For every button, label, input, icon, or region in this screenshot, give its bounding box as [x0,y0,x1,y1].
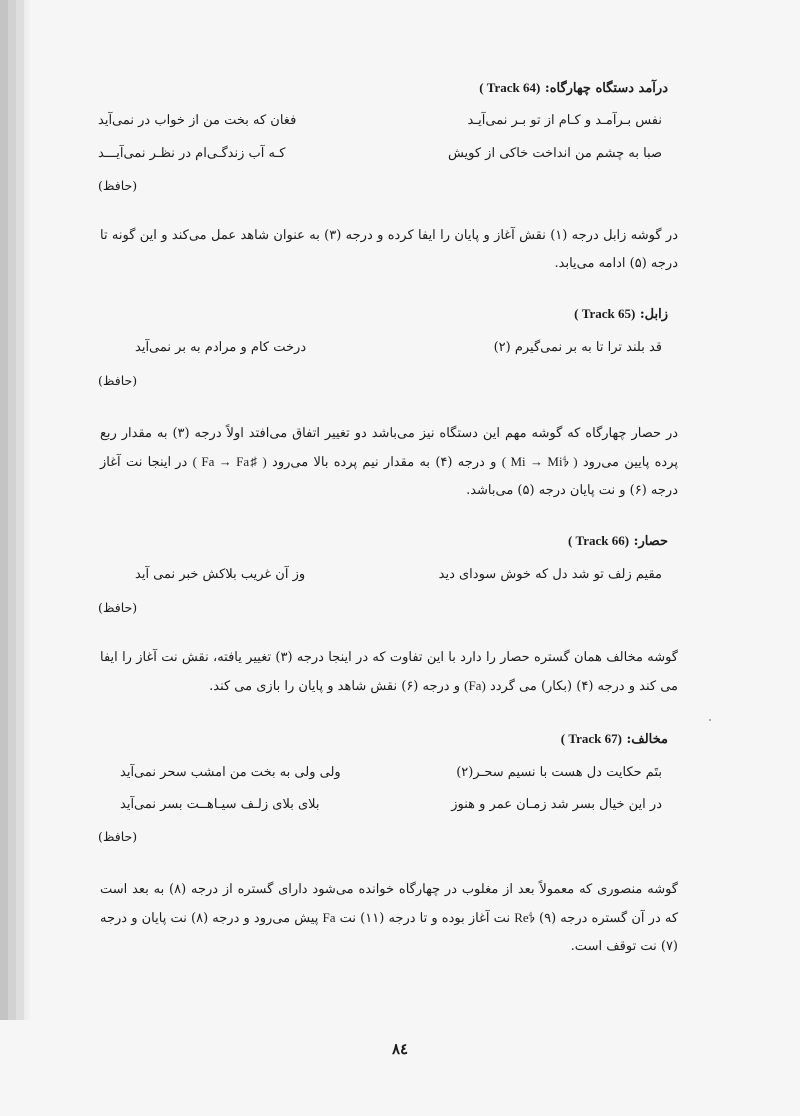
note-name: (Fa) [464,678,486,693]
verse-hemistich: در این خیال بسر شد زمـان عمر و هنوز [451,797,662,812]
track-label: ( Track 65) [574,306,636,321]
verse-hemistich: کـه آب زندگـی‌ام در نظـر نمی‌آیـــد [98,146,286,161]
verse-hemistich: قد بلند ترا تا به بر نمی‌گیرم (۲) [493,340,662,355]
verse-hemistich: ولی ولی به بخت من امشب سحر نمی‌آید [120,765,341,780]
verse-hemistich: صبا به چشم من انداخت خاکی از کویش [447,146,662,161]
scan-speck [709,719,711,721]
section-heading-zabol [574,306,668,322]
paragraph: گوشه منصوری که معمولاً بعد از مغلوب در چهارگاه خوانده می‌شود دارای گستره از درجه (۸) به بعد است که در آن گستره درجه (۹) Re𝄳 نت آغاز بوده و تا درجه (۱۱) نت Fa پیش می‌رود و درجه (۸) نت پایان و درجه (۷) نت توقف است. [100,882,679,954]
track-label: ( Track 64) [479,80,541,95]
verse-hemistich: فغان که بخت من از خواب در نمی‌آید [98,113,297,128]
verse-hemistich: مقیم زلف تو شد دل که خوش سودای دید [438,567,662,582]
note-change: ( Mi → Mi𝄳 ) [501,454,578,469]
note-name: Re𝄳 [514,910,535,925]
paragraph: گوشه مخالف همان گستره حصار را دارد با این تفاوت که در اینجا درجه (۳) تغییر یافته، نقش نت آغاز را ایفا می کند و درجه (۴) (بکار) می گردد (Fa) و درجه (۶) نقش شاهد و پایان را بازی می کند. [100,650,678,694]
heading-text: درآمد دستگاه چهارگاه: [544,81,668,96]
attribution: (حافظ) [98,373,138,388]
section-heading-mokhalef [561,731,668,747]
verse-hemistich: وز آن غریب بلاکش خبر نمی آید [135,567,306,582]
section-heading-daramad [479,80,668,96]
note-change: ( Fa → Fa♯ ) [192,454,267,469]
section-heading-hesar [568,533,668,549]
paragraph: در حصار چهارگاه که گوشه مهم این دستگاه نیز می‌باشد دو تغییر اتفاق می‌افتد اولاً درجه (۳) به مقدار ربع پرده پایین می‌رود ( Mi → Mi𝄳 ) و درجه (۴) به مقدار نیم پرده بالا می‌رود ( Fa → Fa♯ ) در اینجا نت آغاز درجه (۶) و نت پایان درجه (۵) می‌باشد. [100,426,679,498]
verse-hemistich: بتَم حکایت دل هست با نسیم سحـر(۲) [456,765,662,780]
heading-text: مخالف: [626,732,668,747]
page-number: ۸٤ [391,1040,409,1058]
heading-text: زابل: [639,307,668,322]
track-label: ( Track 66) [567,533,630,548]
attribution: (حافظ) [98,178,138,193]
paragraph: در گوشه زابل درجه (۱) نقش آغاز و پایان را ایفا کرده و درجه (۳) به عنوان شاهد عمل می‌کند و این گونه تا درجه (۵) ادامه می‌یابد. [100,228,678,271]
verse-hemistich: درخت کام و مرادم به بر نمی‌آید [135,340,307,355]
attribution: (حافظ) [98,600,138,615]
heading-text: حصار: [633,534,668,549]
verse-hemistich: بلای بلای زلـف سیـاهــت بسر نمی‌آید [120,797,320,812]
track-label: ( Track 67) [560,731,622,746]
note-name: Fa [322,910,336,925]
attribution: (حافظ) [98,829,138,844]
verse-hemistich: نفس بـرآمـد و کـام از تو بـر نمی‌آیـد [467,113,662,128]
